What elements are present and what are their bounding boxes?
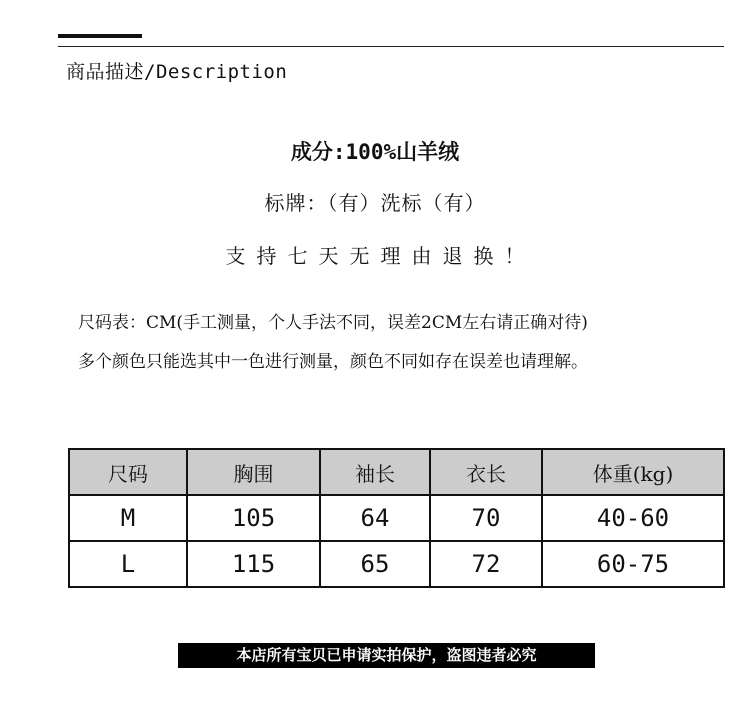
header-weight: 体重(kg) — [542, 449, 724, 495]
cell-length: 72 — [430, 541, 542, 587]
copyright-notice: 本店所有宝贝已申请实拍保护，盗图违者必究 — [178, 643, 595, 668]
return-policy: 支持七天无理由退换！ — [225, 244, 536, 268]
cell-chest: 105 — [187, 495, 320, 541]
size-chart-note: 尺码表：CM(手工测量，个人手法不同，误差2CM左右请正确对待) — [78, 313, 588, 333]
section-title: 商品描述/Description — [66, 61, 288, 83]
header-accent-bar — [58, 34, 142, 38]
color-note: 多个颜色只能选其中一色进行测量，颜色不同如存在误差也请理解。 — [78, 352, 588, 372]
header-chest: 胸围 — [187, 449, 320, 495]
header-divider — [58, 46, 724, 47]
cell-length: 70 — [430, 495, 542, 541]
cell-chest: 115 — [187, 541, 320, 587]
table-row — [69, 541, 724, 587]
table-row — [69, 495, 724, 541]
cell-sleeve: 64 — [320, 495, 430, 541]
material-composition: 成分:100%山羊绒 — [290, 140, 460, 164]
header-size: 尺码 — [69, 449, 187, 495]
header-sleeve: 袖长 — [320, 449, 430, 495]
header-length: 衣长 — [430, 449, 542, 495]
cell-weight: 40-60 — [542, 495, 724, 541]
cell-weight: 60-75 — [542, 541, 724, 587]
tag-info: 标牌：（有）洗标（有） — [264, 191, 486, 215]
cell-size: L — [69, 541, 187, 587]
size-table — [68, 448, 725, 588]
cell-sleeve: 65 — [320, 541, 430, 587]
table-header-row — [69, 449, 724, 495]
cell-size: M — [69, 495, 187, 541]
